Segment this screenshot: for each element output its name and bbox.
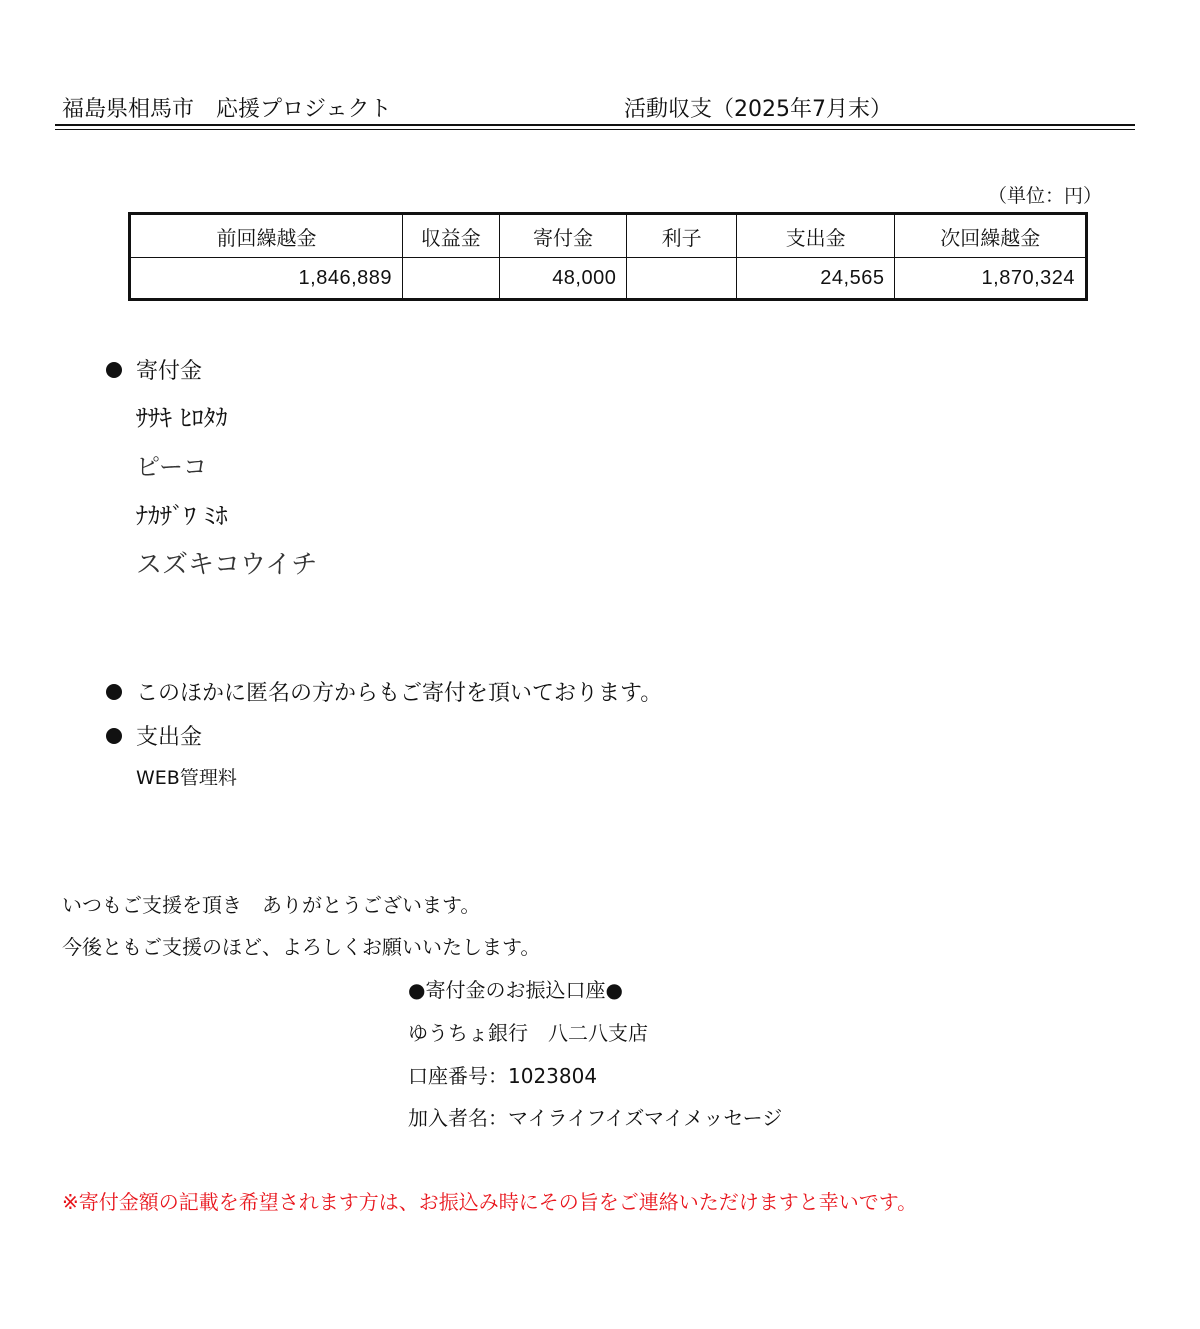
unit-label: （単位：円）: [988, 185, 1103, 207]
cell-previous-balance: 1,846,889: [130, 258, 403, 300]
bullet-icon: [106, 684, 122, 700]
header-revenue: 収益金: [403, 214, 500, 258]
project-title: 福島県相馬市 応援プロジェクト: [62, 97, 392, 122]
anonymous-donation-note: [106, 676, 662, 707]
cell-expenses: 24,565: [736, 258, 895, 300]
cell-revenue: [403, 258, 500, 300]
cell-next-balance: 1,870,324: [895, 258, 1087, 300]
donations-heading-label: 寄付金: [136, 359, 203, 384]
bank-branch: ゆうちょ銀行 八二八支店: [408, 1021, 648, 1045]
donor-name: ｻｻｷ ﾋﾛﾀｶ: [136, 404, 228, 432]
expenses-section-heading: [106, 720, 202, 751]
donor-name: ピーコ: [136, 453, 208, 481]
support-request-message: 今後ともご支援のほど、よろしくお願いいたします。: [62, 935, 541, 959]
account-holder: 加入者名：マイライフイズマイメッセージ: [408, 1106, 783, 1130]
donations-section-heading: [106, 354, 202, 385]
header-donations: 寄付金: [499, 214, 627, 258]
header-rule-thin: [55, 129, 1135, 130]
table-header-row: [130, 214, 1087, 258]
bullet-icon: [106, 728, 122, 744]
report-title: 活動収支（2025年7月末）: [624, 97, 892, 122]
header-expenses: 支出金: [736, 214, 895, 258]
anonymous-note-text: このほかに匿名の方からもご寄付を頂いております。: [136, 681, 663, 706]
cell-donations: 48,000: [499, 258, 627, 300]
bullet-icon: [106, 362, 122, 378]
header-interest: 利子: [627, 214, 737, 258]
header-previous-balance: 前回繰越金: [130, 214, 403, 258]
thanks-message: いつもご支援を頂き ありがとうございます。: [62, 893, 481, 917]
header-rule-thick: [55, 124, 1135, 126]
account-title: ●寄付金のお振込口座●: [408, 978, 623, 1002]
header-next-balance: 次回繰越金: [895, 214, 1087, 258]
expense-item: WEB管理料: [136, 767, 237, 789]
donation-notice: ※寄付金額の記載を希望されます方は、お振込み時にその旨をご連絡いただけますと幸いです。: [62, 1190, 918, 1214]
account-number: 口座番号：1023804: [408, 1064, 598, 1088]
balance-table: [128, 212, 1088, 301]
donor-name: スズキコウイチ: [136, 550, 318, 580]
expenses-heading-label: 支出金: [136, 725, 203, 750]
table-row: [130, 258, 1087, 300]
donor-name: ﾅｶｻﾞﾜ ﾐﾎ: [136, 502, 228, 530]
cell-interest: [627, 258, 737, 300]
